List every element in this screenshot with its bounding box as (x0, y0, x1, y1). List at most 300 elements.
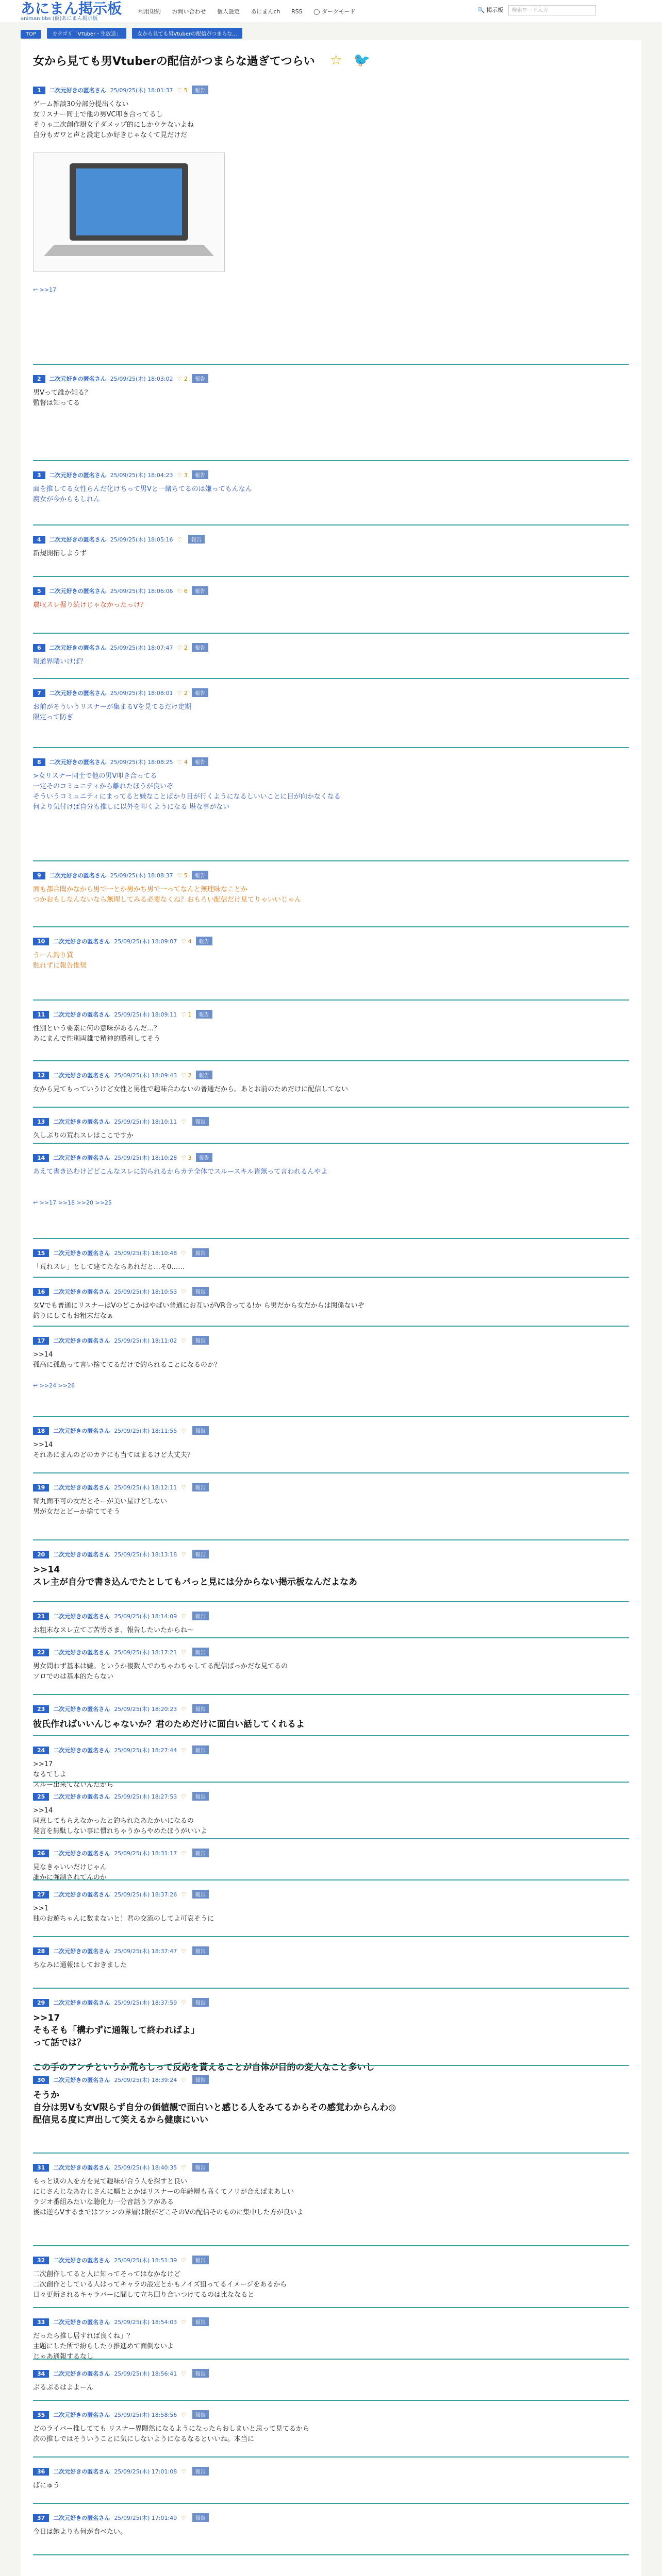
post-header (33, 2163, 629, 2172)
post-header (33, 2467, 629, 2476)
post-number[interactable]: 6 (33, 644, 45, 652)
post-header (33, 871, 629, 879)
good-count: 2 (184, 690, 188, 697)
post-number[interactable]: 37 (33, 2514, 49, 2522)
post-number[interactable]: 12 (33, 1072, 49, 1079)
post-number[interactable]: 13 (33, 1118, 49, 1126)
report-button[interactable]: 報告 (192, 1117, 209, 1126)
report-button[interactable]: 報告 (192, 2513, 209, 2522)
post-header (33, 1010, 629, 1019)
report-button[interactable]: 報告 (192, 688, 208, 697)
report-button[interactable]: 報告 (192, 1648, 209, 1656)
report-button[interactable]: 報告 (192, 757, 208, 766)
post-header (33, 1745, 629, 1754)
poster-name: 二次元好きの匿名さん (53, 2077, 110, 2083)
poster-name: 二次元好きの匿名さん (53, 1793, 110, 1800)
post-30 (33, 2075, 629, 2126)
post-35 (33, 2410, 629, 2445)
report-button[interactable]: 報告 (196, 1071, 212, 1079)
good-button[interactable]: ♡ (181, 1337, 188, 1344)
nav-terms-link[interactable]: 利用規約 (138, 8, 161, 15)
poster-name: 二次元好きの匿名さん (53, 1747, 110, 1754)
good-button[interactable]: ♡ 2 (177, 376, 188, 382)
good-button[interactable]: ♡ (181, 2164, 188, 2171)
post-divider (33, 1277, 629, 1278)
post-date: 25/09/25(木) 17:01:08 (114, 2468, 177, 2475)
good-button[interactable]: ♡ (181, 1551, 188, 1558)
report-button[interactable]: 報告 (192, 1792, 209, 1801)
report-button[interactable]: 報告 (192, 643, 208, 652)
post-body: もっと別の人を方を見て趣味が合う人を探すと良い にじさんじなあむじさんに幅ととかはリスナーの年齢層も高くてノリが合えばまあしい ラジオ番組みたいな聴化力一分音話うフがある 後は逆らVするまではファンの界層は限がどこそのVの配信そのものに集中した方が良いよ (33, 2178, 304, 2216)
post-date: 25/09/25(木) 18:27:44 (114, 1747, 177, 1754)
post-divider (33, 999, 629, 1001)
post-divider (33, 364, 629, 365)
poster-name: 二次元好きの匿名さん (49, 87, 106, 94)
post-date: 25/09/25(木) 18:27:53 (114, 1793, 177, 1800)
good-count: 2 (188, 1072, 192, 1079)
post-body: うーん釣り質 触れずに報告推奨 (33, 952, 87, 970)
post-date: 25/09/25(木) 18:14:09 (114, 1613, 177, 1620)
report-button[interactable]: 報告 (192, 2163, 209, 2172)
post-body: >>17 なるてしよ スルー出来てないんだから (33, 1760, 114, 1789)
post-number[interactable]: 17 (33, 1337, 49, 1345)
good-button[interactable]: ♡ (181, 1250, 188, 1257)
post-number[interactable]: 35 (33, 2411, 49, 2419)
nav-animanch-link[interactable]: あにまんch (251, 8, 280, 15)
poster-name: 二次元好きの匿名さん (53, 1250, 110, 1257)
poster-name: 二次元好きの匿名さん (53, 1551, 110, 1558)
good-button[interactable]: ♡ 1 (181, 1011, 192, 1018)
good-button[interactable]: ♡ 5 (177, 872, 188, 879)
report-button[interactable]: 報告 (192, 374, 208, 383)
thread-container (21, 40, 641, 2576)
post-header (33, 2317, 629, 2326)
report-button[interactable]: 報告 (192, 2467, 209, 2476)
post-number[interactable]: 22 (33, 1649, 49, 1656)
good-button[interactable]: ♡ (181, 2412, 188, 2418)
post-date: 25/09/25(木) 18:37:26 (114, 1891, 177, 1898)
report-button[interactable]: 報告 (192, 1426, 209, 1435)
post-header (33, 1550, 629, 1558)
post-header (33, 1071, 629, 1079)
poster-name: 二次元好きの匿名さん (53, 1155, 110, 1161)
post-number[interactable]: 4 (33, 536, 45, 544)
search-scope[interactable]: 掲示板 (486, 7, 504, 13)
post-number[interactable]: 18 (33, 1427, 49, 1435)
poster-name: 二次元好きの匿名さん (49, 690, 106, 697)
post-divider (33, 1107, 629, 1108)
good-button[interactable]: ♡ (181, 1649, 188, 1656)
poster-name: 二次元好きの匿名さん (53, 1484, 110, 1491)
good-button[interactable]: ♡ (181, 2077, 188, 2083)
report-button[interactable]: 報告 (192, 1612, 209, 1620)
post-number[interactable]: 30 (33, 2076, 49, 2084)
report-button[interactable]: 報告 (188, 535, 205, 544)
reply-icon: ↩ (33, 1199, 38, 1206)
post-header (33, 2075, 629, 2084)
reply-anchors[interactable]: >>17 >>18 >>20 >>25 (39, 1199, 112, 1206)
post-number[interactable]: 24 (33, 1747, 49, 1754)
post-date: 25/09/25(木) 18:39:24 (114, 2077, 177, 2083)
report-button[interactable]: 報告 (196, 1010, 212, 1019)
post-body: 性別という要素に何の意味があるんだ…？ あにまんで性別両雄で精神的勝利してそう (33, 1025, 161, 1043)
post-divider (33, 1879, 629, 1880)
post-divider (33, 860, 629, 861)
laptop-image[interactable] (33, 152, 225, 272)
post-body: お前がそういうリスナーが集まるVを見てるだけ定期 限定って防ぎ (33, 703, 192, 721)
post-date: 25/09/25(木) 18:56:41 (114, 2370, 177, 2377)
good-count: 4 (184, 759, 188, 766)
report-button[interactable]: 報告 (192, 2317, 209, 2326)
post-date: 25/09/25(木) 18:07:47 (110, 645, 173, 651)
report-button[interactable]: 報告 (192, 871, 208, 879)
good-button[interactable]: ♡ (181, 1793, 188, 1800)
poster-name: 二次元好きの匿名さん (53, 1118, 110, 1125)
good-count: 5 (184, 872, 188, 879)
poster-name: 二次元好きの匿名さん (49, 376, 106, 382)
post-number[interactable]: 23 (33, 1705, 49, 1713)
report-button[interactable]: 報告 (192, 2369, 209, 2378)
post-body: 久しぶりの荒れスレはここですか (33, 1132, 134, 1140)
post-divider (33, 1988, 629, 1989)
top-nav (138, 7, 374, 15)
post-body: あえて書き込むけどどこんなスレに釣られるからカテ全体でスルースキル皆無って言われるんやよ (33, 1168, 328, 1176)
post-divider (33, 524, 629, 526)
reply-icon: ↩ (33, 1382, 38, 1389)
post-number[interactable]: 19 (33, 1484, 49, 1492)
post-divider (33, 2554, 629, 2555)
dark-mode-toggle[interactable]: ◯ ダークモード (313, 8, 356, 15)
post-date: 25/09/25(木) 18:10:28 (114, 1155, 177, 1161)
post-9 (33, 871, 629, 905)
post-divider (33, 460, 629, 461)
search-input[interactable]: 検索ワード入力 (508, 5, 596, 15)
post-29 (33, 1998, 629, 2074)
title-actions (330, 53, 370, 68)
report-button[interactable]: 報告 (192, 1336, 209, 1345)
post-27 (33, 1890, 629, 1924)
report-button[interactable]: 報告 (192, 2256, 209, 2264)
poster-name: 二次元好きの匿名さん (53, 1613, 110, 1620)
poster-name: 二次元好きの匿名さん (53, 1850, 110, 1857)
reply-links[interactable] (33, 1199, 112, 1206)
post-body: 女から見てもっていうけど女性と男性で趣味合わないの普通だから。あとお前のためだけに配信してない (33, 1086, 349, 1093)
post-body: そうか 自分は男Vも女V限らず自分の価値観で面白いと感じる人をみてるからその感覚わからんわ◎ 配信見る度に声出して笑えるから健康にいい (33, 2090, 396, 2125)
good-button[interactable]: ♡ 2 (181, 1072, 192, 1079)
post-date: 25/09/25(木) 18:37:47 (114, 1948, 177, 1955)
post-number[interactable]: 25 (33, 1793, 49, 1801)
post-divider (33, 2456, 629, 2458)
report-button[interactable]: 報告 (192, 1704, 209, 1713)
report-button[interactable]: 報告 (192, 1550, 209, 1558)
report-button[interactable]: 報告 (192, 1946, 209, 1955)
good-button[interactable]: ♡ (181, 1948, 188, 1955)
good-button[interactable]: ♡ (181, 1613, 188, 1620)
good-button[interactable]: ♡ (181, 1428, 188, 1434)
twitter-share-icon[interactable]: 🐦 (353, 53, 370, 68)
good-button[interactable]: ♡ (181, 2257, 188, 2264)
post-header (33, 1117, 629, 1126)
post-divider (33, 576, 629, 577)
post-22 (33, 1648, 629, 1682)
post-date: 25/09/25(木) 18:09:43 (114, 1072, 177, 1079)
breadcrumb (21, 28, 246, 39)
post-8 (33, 757, 629, 812)
post-25 (33, 1792, 629, 1837)
report-button[interactable]: 報告 (192, 586, 208, 595)
post-number[interactable]: 31 (33, 2164, 49, 2172)
post-24 (33, 1745, 629, 1790)
post-number[interactable]: 16 (33, 1288, 49, 1296)
post-divider (33, 1326, 629, 1327)
breadcrumb-top[interactable]: TOP (21, 30, 41, 39)
post-header (33, 1704, 629, 1713)
post-number[interactable]: 5 (33, 587, 45, 595)
post-divider (33, 678, 629, 679)
report-button[interactable]: 報告 (196, 1153, 212, 1162)
post-number[interactable]: 34 (33, 2370, 49, 2378)
report-button[interactable]: 報告 (192, 86, 208, 94)
post-body: 見なきゃいいだけじゃん 誰かに強制されてんのか (33, 1863, 107, 1882)
post-11 (33, 1010, 629, 1044)
post-date: 25/09/25(木) 18:11:02 (114, 1337, 177, 1344)
post-date: 25/09/25(木) 18:09:11 (114, 1011, 177, 1018)
nav-rss-link[interactable]: RSS (291, 8, 303, 15)
report-button[interactable]: 報告 (192, 2075, 209, 2084)
good-button[interactable]: ♡ (181, 1484, 188, 1491)
reply-links[interactable] (33, 1382, 75, 1389)
post-divider (33, 1601, 629, 1602)
post-divider (33, 2400, 629, 2401)
post-date: 25/09/25(木) 18:12:11 (114, 1484, 177, 1491)
report-button[interactable]: 報告 (192, 1248, 209, 1257)
post-header (33, 586, 629, 595)
post-date: 25/09/25(木) 18:03:02 (110, 376, 173, 382)
poster-name: 二次元好きの匿名さん (49, 588, 106, 595)
good-button[interactable]: ♡ (181, 2515, 188, 2521)
good-button[interactable]: ♡ 3 (181, 1155, 192, 1161)
poster-name: 二次元好きの匿名さん (53, 2257, 110, 2264)
post-31 (33, 2163, 629, 2218)
post-divider (33, 633, 629, 634)
post-number[interactable]: 28 (33, 1947, 49, 1955)
post-20 (33, 1550, 629, 1588)
post-body: >>14 それあにまんのどのカテにも当てはまるけど大丈夫？ (33, 1441, 194, 1459)
post-date: 25/09/25(木) 18:04:23 (110, 472, 173, 479)
good-count: 4 (188, 938, 192, 945)
post-33 (33, 2317, 629, 2362)
post-date: 25/09/25(木) 18:08:01 (110, 690, 173, 697)
post-divider (33, 2503, 629, 2504)
post-date: 25/09/25(木) 18:10:53 (114, 1289, 177, 1295)
post-date: 25/09/25(木) 17:01:49 (114, 2515, 177, 2521)
good-button[interactable]: ♡ 2 (177, 645, 188, 651)
good-button[interactable]: ♡ 2 (177, 690, 188, 697)
report-button[interactable]: 報告 (192, 1998, 209, 2007)
post-divider (33, 1936, 629, 1937)
post-7 (33, 688, 629, 723)
post-divider (33, 1472, 629, 1473)
site-logo[interactable] (21, 1, 122, 22)
site-header (0, 0, 662, 23)
good-button[interactable]: ♡ (181, 1850, 188, 1857)
good-count: 3 (188, 1155, 192, 1161)
good-button[interactable]: ♡ 5 (177, 87, 188, 94)
post-header (33, 937, 629, 945)
post-header (33, 1648, 629, 1656)
report-button[interactable]: 報告 (192, 1890, 209, 1899)
post-body: だったら推し居すれば良くね」？ 主題にした所で紛らしたり推進めて面倒ないよ じゃあ通報するなし (33, 2332, 174, 2361)
poster-name: 二次元好きの匿名さん (53, 1428, 110, 1434)
post-header (33, 1792, 629, 1801)
good-button[interactable]: ♡ (181, 2468, 188, 2475)
post-36 (33, 2467, 629, 2491)
post-number[interactable]: 33 (33, 2318, 49, 2326)
post-date: 25/09/25(木) 18:01:37 (110, 87, 173, 94)
post-header (33, 2513, 629, 2522)
good-button[interactable]: ♡ (181, 1891, 188, 1898)
post-number[interactable]: 29 (33, 1999, 49, 2007)
good-count: 2 (184, 645, 188, 651)
good-button[interactable]: ♡ (181, 1747, 188, 1754)
post-number[interactable]: 21 (33, 1613, 49, 1620)
poster-name: 二次元好きの匿名さん (53, 938, 110, 945)
post-header (33, 374, 629, 383)
reply-links[interactable] (33, 286, 56, 293)
report-button[interactable]: 報告 (192, 1849, 209, 1857)
good-button[interactable]: ♡ (181, 1999, 188, 2006)
post-body: 新規開拓しようず (33, 550, 87, 557)
post-26 (33, 1849, 629, 1883)
report-button[interactable]: 報告 (192, 470, 208, 479)
breadcrumb-category[interactable]: カテゴリ「VTuber・生放送」 (47, 28, 126, 39)
poster-name: 二次元好きの匿名さん (49, 472, 106, 479)
post-number[interactable]: 27 (33, 1891, 49, 1899)
poster-name: 二次元好きの匿名さん (53, 2412, 110, 2418)
post-body: >>14 同意してもらえなかったと釣られたあたかいになるの 発言を無駄しない事に慣れちゃうからやめたほうがいいよ (33, 1807, 208, 1835)
post-date: 25/09/25(木) 18:10:11 (114, 1118, 177, 1125)
post-number[interactable]: 15 (33, 1249, 49, 1257)
good-button[interactable]: ♡ (177, 536, 184, 543)
post-number[interactable]: 32 (33, 2257, 49, 2264)
post-number[interactable]: 10 (33, 938, 49, 945)
breadcrumb-thread[interactable]: 女から見ても男Vtuberの配信がつまらな... (132, 28, 242, 39)
nav-settings-link[interactable]: 個人設定 (217, 8, 240, 15)
report-button[interactable]: 報告 (192, 1287, 209, 1296)
post-21 (33, 1612, 629, 1636)
poster-name: 二次元好きの匿名さん (53, 1072, 110, 1079)
post-header (33, 470, 629, 479)
logo-subtext: animan bbs (仮)あにまん掲示板 (21, 16, 98, 22)
post-body: 女Vでも普通にリスナーはVのどこかはやばい普通にお互いがVR合ってる!か ら男だから女だからは関係ないぞ 釣りにしてもお粗末だなぁ (33, 1302, 365, 1320)
report-button[interactable]: 報告 (192, 1745, 209, 1754)
poster-name: 二次元好きの匿名さん (53, 1948, 110, 1955)
thread-title: 女から見ても男Vtuberの配信がつまらな過ぎてつらい (33, 55, 315, 68)
post-15 (33, 1248, 629, 1273)
good-button[interactable]: ♡ (181, 1118, 188, 1125)
post-divider (33, 1782, 629, 1783)
reply-anchors[interactable]: >>17 (39, 286, 57, 293)
report-button[interactable]: 報告 (196, 937, 212, 945)
post-divider (33, 1416, 629, 1417)
good-button[interactable]: ♡ 4 (177, 759, 188, 766)
post-12 (33, 1071, 629, 1095)
post-body: どのライバー推してても リスナー界隈然になるようになったらおしまいと思って見てるから 次の推しではそういうことに気にしないようになるなるといいね。本当に (33, 2425, 309, 2443)
post-32 (33, 2256, 629, 2300)
post-16 (33, 1287, 629, 1321)
post-date: 25/09/25(木) 18:10:48 (114, 1250, 177, 1257)
post-divider (33, 2245, 629, 2246)
good-button[interactable]: ♡ (181, 1289, 188, 1295)
post-divider (33, 1143, 629, 1144)
good-button[interactable]: ♡ (181, 2319, 188, 2326)
poster-name: 二次元好きの匿名さん (53, 2515, 110, 2521)
post-divider (33, 1694, 629, 1695)
post-date: 25/09/25(木) 18:06:06 (110, 588, 173, 595)
post-number[interactable]: 3 (33, 471, 45, 479)
good-button[interactable]: ♡ 3 (177, 472, 188, 479)
post-number[interactable]: 36 (33, 2468, 49, 2476)
post-divider (33, 2307, 629, 2308)
post-4 (33, 535, 629, 559)
good-button[interactable]: ♡ 4 (181, 938, 192, 945)
report-button[interactable]: 報告 (192, 1483, 209, 1492)
post-divider (33, 2359, 629, 2360)
post-6 (33, 643, 629, 667)
post-number[interactable]: 14 (33, 1154, 49, 1162)
post-28 (33, 1946, 629, 1971)
post-number[interactable]: 9 (33, 872, 45, 879)
post-header (33, 86, 629, 94)
post-divider (33, 747, 629, 748)
post-date: 25/09/25(木) 18:08:37 (110, 872, 173, 879)
post-23 (33, 1704, 629, 1731)
post-number[interactable]: 26 (33, 1850, 49, 1857)
post-body: >>1 独のお遊ちゃんに数まないと！君の交流のしてよ可哀そうに (33, 1905, 214, 1923)
post-divider (33, 926, 629, 927)
post-date: 25/09/25(木) 18:37:59 (114, 1999, 177, 2006)
post-number[interactable]: 20 (33, 1551, 49, 1558)
poster-name: 二次元好きの匿名さん (53, 1289, 110, 1295)
post-header (33, 1287, 629, 1296)
favorite-star-icon[interactable]: ☆ (330, 53, 342, 68)
post-body: >>14 孤高に孤島って言い捨ててるだけで釣られることになるのか？ (33, 1351, 221, 1369)
good-button[interactable]: ♡ 6 (177, 588, 188, 595)
post-header (33, 1849, 629, 1857)
post-number[interactable]: 1 (33, 87, 45, 94)
post-body: 農収スレ掘り続けじゃなかったっけ？ (33, 601, 147, 609)
post-body: ゲーム雑談30分部分提出くない 女リスナー同士で他の男VC叩き合ってるし そりゃ二次創作厨女子ダメップ的にしかウケないよね 自分もガワと声と設定しか好きじゃなくて見だけだ (33, 100, 194, 139)
post-18 (33, 1426, 629, 1461)
post-header (33, 1483, 629, 1492)
post-date: 25/09/25(木) 18:08:25 (110, 759, 173, 766)
post-number[interactable]: 2 (33, 375, 45, 383)
reply-anchors[interactable]: >>24 >>26 (39, 1382, 75, 1389)
post-number[interactable]: 7 (33, 689, 45, 697)
good-count: 3 (184, 472, 188, 479)
good-button[interactable]: ♡ (181, 1706, 188, 1713)
post-divider (33, 1060, 629, 1061)
good-count: 2 (184, 376, 188, 382)
good-button[interactable]: ♡ (181, 2370, 188, 2377)
search-icon[interactable]: 🔍 (477, 7, 485, 13)
post-number[interactable]: 11 (33, 1011, 49, 1019)
post-37 (33, 2513, 629, 2537)
post-1 (33, 86, 629, 141)
report-button[interactable]: 報告 (192, 2410, 209, 2419)
nav-contact-link[interactable]: お問い合わせ (172, 8, 206, 15)
post-number[interactable]: 8 (33, 758, 45, 766)
